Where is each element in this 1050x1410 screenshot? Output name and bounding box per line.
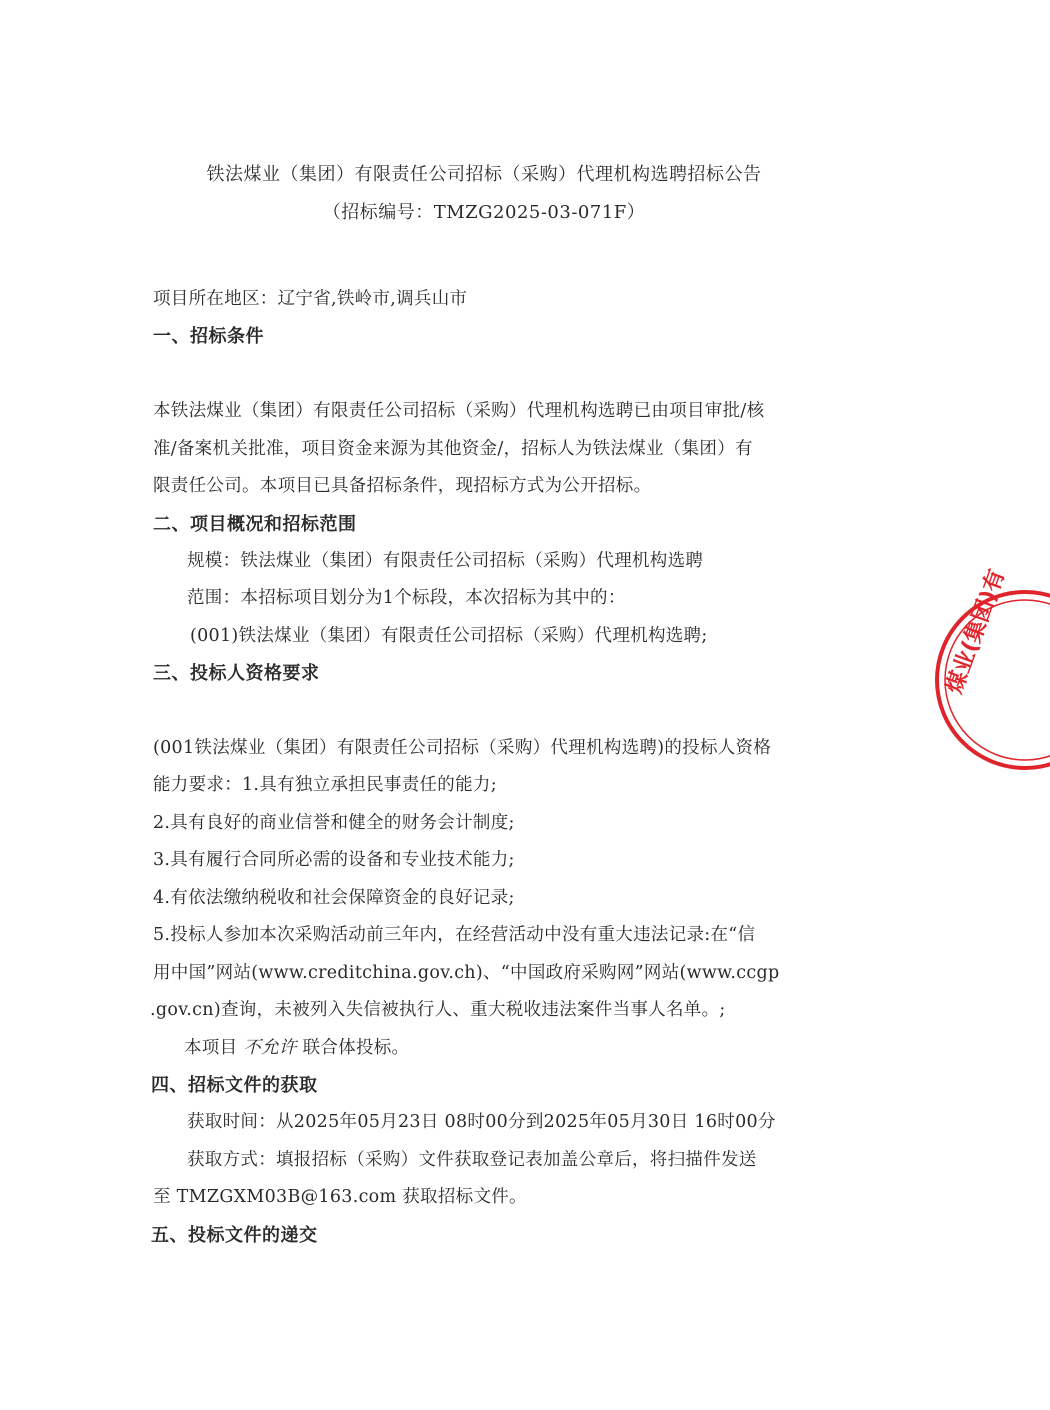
section-heading-bidder-qualifications: 三、投标人资格要求 — [153, 663, 320, 684]
consortium-prefix: 本项目 — [184, 1038, 238, 1058]
tender-number: （招标编号：TMZG2025-03-071F） — [322, 202, 646, 223]
qualification-line: 2.具有良好的商业信誉和健全的财务会计制度; — [153, 813, 515, 833]
consortium-suffix: 联合体投标。 — [302, 1038, 410, 1058]
document-acquisition-method-cont: 至 TMZGXM03B@163.com 获取招标文件。 — [153, 1187, 527, 1207]
section-heading-tender-documents: 四、招标文件的获取 — [151, 1075, 318, 1096]
seal-text: 煤业(集团)有 — [942, 566, 1011, 698]
qualification-line: 4.有依法缴纳税收和社会保障资金的良好记录; — [153, 888, 515, 908]
tender-conditions-line: 准/备案机关批准，项目资金来源为其他资金/，招标人为铁法煤业（集团）有 — [153, 439, 753, 459]
tender-conditions-line: 本铁法煤业（集团）有限责任公司招标（采购）代理机构选聘已由项目审批/核 — [153, 401, 765, 421]
section-heading-project-overview: 二、项目概况和招标范围 — [153, 514, 357, 535]
document-title: 铁法煤业（集团）有限责任公司招标（采购）代理机构选聘招标公告 — [206, 164, 762, 185]
qualification-line: 能力要求：1.具有独立承担民事责任的能力; — [153, 775, 497, 795]
document-acquisition-method: 获取方式：填报招标（采购）文件获取登记表加盖公章后，将扫描件发送 — [187, 1150, 757, 1170]
project-scale: 规模：铁法煤业（集团）有限责任公司招标（采购）代理机构选聘 — [187, 551, 704, 571]
qualification-line: 用中国”网站(www.creditchina.gov.ch)、“中国政府采购网”网站(www.ccgp — [153, 963, 780, 983]
qualification-line: 5.投标人参加本次采购活动前三年内，在经营活动中没有重大违法记录:在“信 — [153, 925, 756, 945]
qualification-line: (001铁法煤业（集团）有限责任公司招标（采购）代理机构选聘)的投标人资格 — [153, 738, 772, 758]
consortium-value: 不允许 — [243, 1038, 297, 1058]
qualification-line: 3.具有履行合同所必需的设备和专业技术能力; — [153, 850, 515, 870]
project-scope: 范围：本招标项目划分为1个标段，本次招标为其中的： — [187, 588, 626, 608]
qualification-line: .gov.cn)查询，未被列入失信被执行人、重大税收违法案件当事人名单。; — [150, 1000, 726, 1020]
section-heading-bid-submission: 五、投标文件的递交 — [151, 1225, 318, 1246]
consortium-statement — [184, 1034, 409, 1059]
company-seal-stamp — [930, 566, 1050, 775]
project-location: 项目所在地区：辽宁省,铁岭市,调兵山市 — [153, 289, 468, 309]
document-acquisition-time: 获取时间：从2025年05月23日 08时00分到2025年05月30日 16时00分 — [187, 1112, 776, 1132]
project-lot: (001)铁法煤业（集团）有限责任公司招标（采购）代理机构选聘; — [190, 626, 708, 646]
tender-conditions-line: 限责任公司。本项目已具备招标条件，现招标方式为公开招标。 — [153, 476, 652, 496]
section-heading-tender-conditions: 一、招标条件 — [153, 326, 264, 347]
